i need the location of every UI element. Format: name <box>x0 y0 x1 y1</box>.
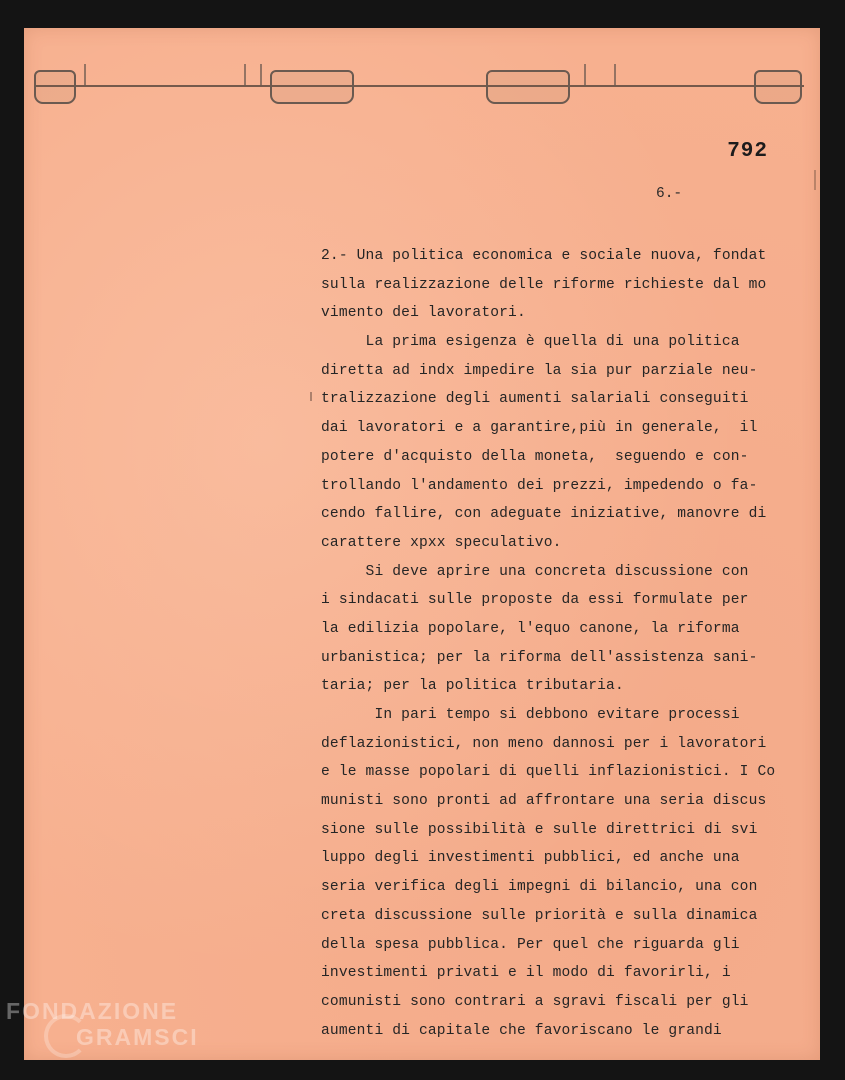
text-line: i sindacati sulle proposte da essi formulate per <box>321 592 749 609</box>
text-line: sulla realizzazione delle riforme richieste dal mo <box>321 276 767 293</box>
page-number: 792 <box>727 140 768 163</box>
text-line: Si deve aprire una concreta discussione con <box>321 563 749 580</box>
text-line: urbanistica; per la riforma dell'assistenza sani- <box>321 649 758 666</box>
text-line: della spesa pubblica. Per quel che riguarda gli <box>321 936 740 953</box>
binding-clip <box>486 70 570 104</box>
text-line: diretta ad indx impedire la sia pur parziale neu- <box>321 362 758 379</box>
section-number: 6.- <box>656 186 683 202</box>
binding-tick <box>614 64 616 86</box>
text-line: vimento dei lavoratori. <box>321 305 526 322</box>
binding-tick <box>244 64 246 86</box>
typewritten-text <box>321 242 781 1045</box>
text-line: La prima esigenza è quella di una politica <box>321 334 740 351</box>
binding-clip <box>754 70 802 104</box>
text-line: In pari tempo si debbono evitare processi <box>321 707 740 723</box>
watermark-line-2: GRAMSCI <box>76 1024 199 1050</box>
text-line: comunisti sono contrari a sgravi fiscali per gli <box>321 993 749 1010</box>
text-line: aumenti di capitale che favoriscano le grandi <box>321 1022 722 1039</box>
text-line: la edilizia popolare, l'equo canone, la riforma <box>321 620 740 637</box>
text-line: trollando l'andamento dei prezzi, impedendo o fa- <box>321 477 758 494</box>
text-line: luppo degli investimenti pubblici, ed anche una <box>321 850 740 867</box>
pencil-mark <box>814 170 816 190</box>
document-page <box>24 28 820 1060</box>
text-line: munisti sono pronti ad affrontare una seria discus <box>321 793 767 810</box>
text-line: seria verifica degli impegni di bilancio, una con <box>321 879 758 896</box>
binding-clip <box>270 70 354 104</box>
text-line: 2.- Una politica economica e sociale nuova, fondat <box>321 248 767 264</box>
text-line: carattere xpxx speculativo. <box>321 534 562 551</box>
text-line: taria; per la politica tributaria. <box>321 678 624 695</box>
binding-clip <box>34 70 76 104</box>
text-line: cendo fallire, con adeguate iniziative, manovre di <box>321 506 767 523</box>
gramsci-g-icon <box>44 1014 88 1058</box>
text-line: deflazionistici, non meno dannosi per i lavoratori <box>321 735 767 752</box>
text-line: investimenti privati e il modo di favorirli, i <box>321 965 731 982</box>
text-line: dai lavoratori e a garantire,più in generale, il <box>321 420 758 437</box>
binding-tick <box>260 64 262 86</box>
text-line: creta discussione sulle priorità e sulla dinamica <box>321 907 758 924</box>
binding-tick <box>584 64 586 86</box>
text-line: e le masse popolari di quelli inflazionistici. I Co <box>321 764 776 781</box>
watermark-logo <box>6 998 216 1050</box>
text-line: sione sulle possibilità e sulle direttrici di svi <box>321 821 758 838</box>
watermark-line-1: FONDAZIONE <box>6 998 179 1024</box>
text-line: tralizzazione degli aumenti salariali conseguiti <box>321 391 749 408</box>
binding-line <box>34 85 804 87</box>
pencil-mark <box>310 392 312 401</box>
text-line: potere d'acquisto della moneta, seguendo e con- <box>321 448 749 465</box>
binding-tick <box>84 64 86 86</box>
